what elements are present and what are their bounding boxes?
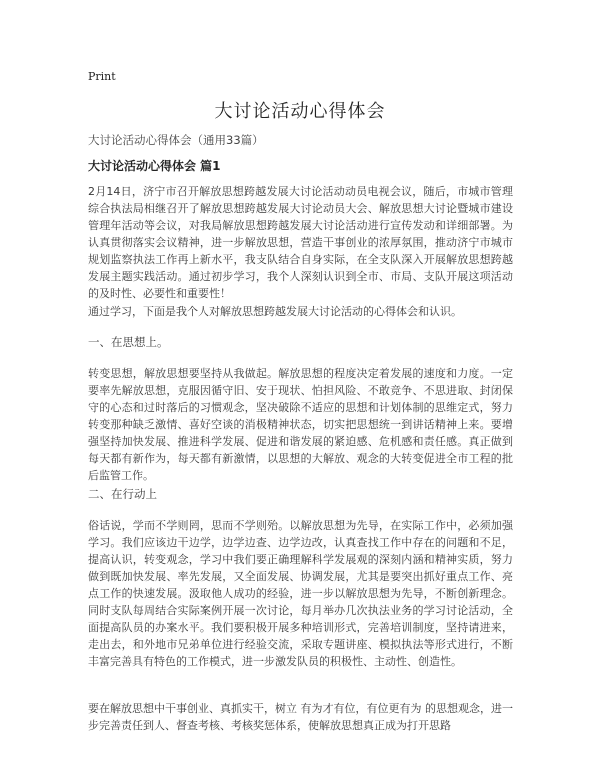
paragraph-intro: 2月14日，济宁市召开解放思想跨越发展大讨论活动动员电视会议，随后，市城市管理综合执法局相继召开了解放思想跨越发展大讨论动员大会、解放思想大讨论暨城市建设管理年活动等会议，对我局解放思想跨越发展大讨论活动进行宣传发动和详细部署。为认真贯彻落实会议精神，进一步解放思想，营造干事创业的浓厚氛围，推动济宁市城市规划监察执法工作再上新水平，我支队结合自身实际，在全支队深入开展解放思想跨越发展主题实践活动。通过初步学习，我个人深刻认识到全市、市局、支队开展这项活动的及时性、必要性和重要性！ xyxy=(88,185,513,300)
page-title: 大讨论活动心得体会 xyxy=(214,101,386,122)
paragraph-transition: 通过学习，下面是我个人对解放思想跨越发展大讨论活动的心得体会和认识。 xyxy=(88,305,462,318)
print-link[interactable]: Print xyxy=(88,70,116,83)
document-subtitle: 大讨论活动心得体会（通用33篇） xyxy=(88,133,264,147)
paragraph-closing: 要在解放思想中干事创业、真抓实干，树立 有为才有位，有位更有为 的思想观念，进一步完善责任到人、督查考核、考核奖惩体系，使解放思想真正成为打开思路 xyxy=(88,702,513,732)
section-title: 大讨论活动心得体会 篇1 xyxy=(88,159,221,173)
heading-action: 二、在行动上 xyxy=(88,487,157,501)
heading-thought: 一、在思想上。 xyxy=(88,335,169,349)
paragraph-action: 俗话说，学而不学则罔，思而不学则殆。以解放思想为先导，在实际工作中，必须加强学习。我们应该边干边学，边学边查、边学边改，认真查找工作中存在的问题和不足，提高认识，转变观念，学习中我们要正确理解科学发展观的深刻内涵和精神实质，努力做到既加快发展、率先发展，又全面发展、协调发展，尤其是要突出抓好重点工作、亮点工作的快速发展。汲取他人成功的经验，进一步以解放思想为先导，不断创新理念。同时支队每周结合实际案例开展一次讨论，每月举办几次执法业务的学习讨论活动，全面提高队员的办案水平。我们要积极开展多种培训形式，完善培训制度，坚持请进来，走出去，和外地市兄弟单位进行经验交流，采取专题讲座、模拟执法等形式进行，不断丰富完善具有特色的工作模式，进一步激发队员的积极性、主动性、创造性。 xyxy=(88,519,513,668)
paragraph-thought: 转变思想，解放思想要坚持从我做起。解放思想的程度决定着发展的速度和力度。一定要率先解放思想，克服因循守旧、安于现状、怕担风险、不敢竞争、不思进取、封闭保守的心态和过时落后的习惯观念，坚决破除不适应的思想和计划体制的思维定式，努力转变那种缺乏激情、喜好空谈的消极精神状态，切实把思想统一到讲话精神上来。要增强坚持加快发展、推进科学发展、促进和谐发展的紧迫感、危机感和责任感。真正做到每天都有新作为，每天都有新激情，以思想的大解放、观念的大转变促进全市工程的批后监管工作。 xyxy=(88,367,513,482)
